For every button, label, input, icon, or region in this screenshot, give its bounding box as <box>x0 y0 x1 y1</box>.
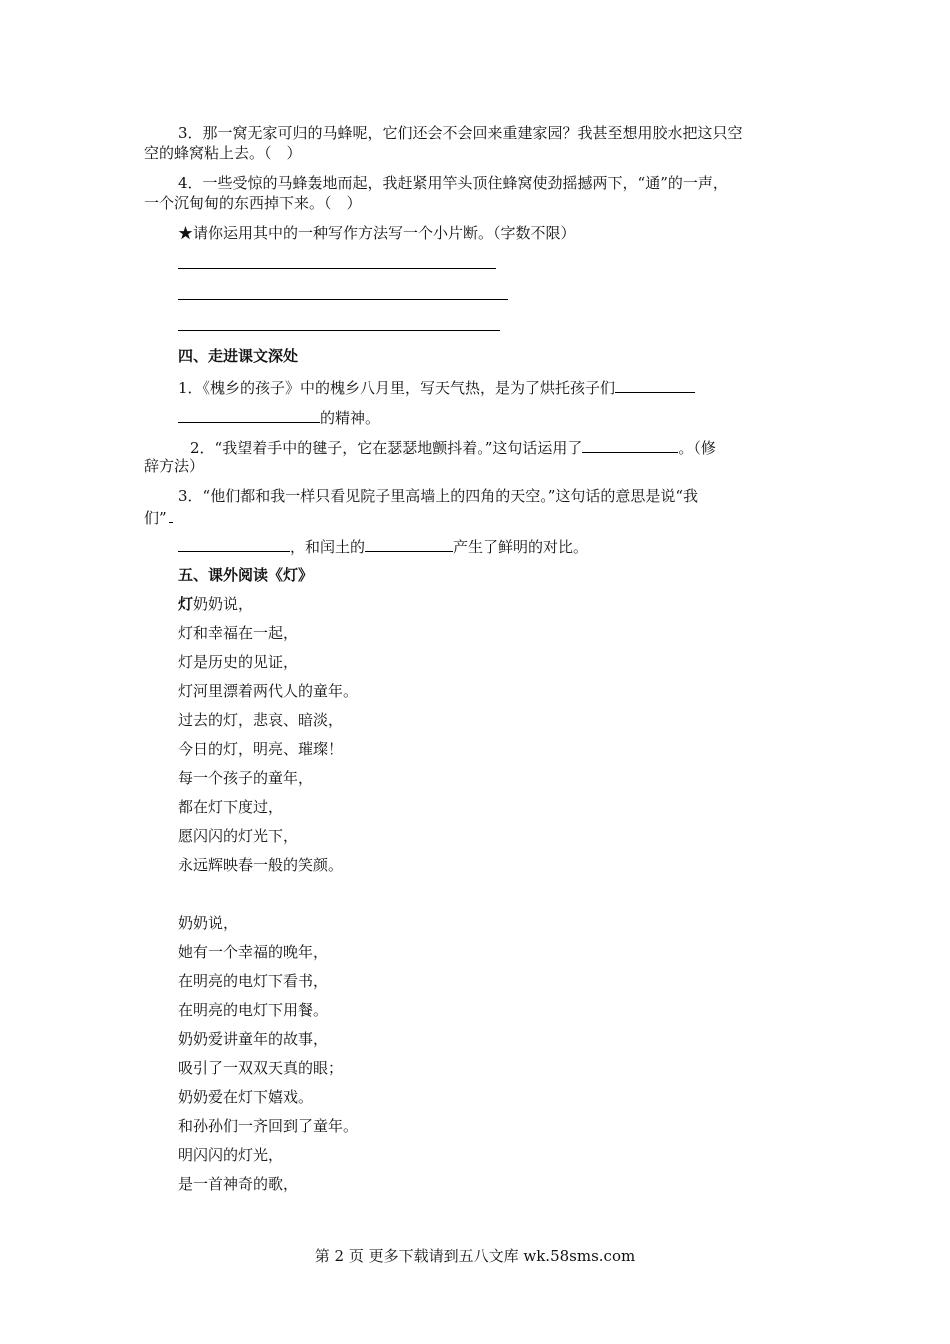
poem-line-1 <box>178 594 253 614</box>
answer-line-2[interactable] <box>178 299 508 300</box>
poem-line-20: 是一首神奇的歌， <box>178 1175 299 1193</box>
poem-line-13: 在明亮的电灯下看书， <box>178 972 329 990</box>
question-3-line1: 3．那一窝无家可归的马蜂呢，它们还会不会回来重建家园？我甚至想用胶水把这只空 <box>178 124 743 142</box>
poem-line-9: 愿闪闪的灯光下， <box>178 827 299 845</box>
answer-line-1[interactable] <box>178 268 496 269</box>
s4-q3-blank-c[interactable] <box>365 535 453 552</box>
poem-line-3: 灯是历史的见证， <box>178 653 299 671</box>
poem-line-8: 都在灯下度过， <box>178 798 284 816</box>
s4-question-3-line2 <box>144 506 173 528</box>
s4-q1-text-end: 的精神。 <box>320 409 381 427</box>
poem-line-1-text: 奶奶说， <box>193 595 254 613</box>
poem-line-16: 吸引了一双双天真的眼； <box>178 1059 344 1077</box>
s4-question-3-line3 <box>178 535 588 557</box>
poem-line-15: 奶奶爱讲童年的故事， <box>178 1030 329 1048</box>
s4-question-3-line1: 3．“他们都和我一样只看见院子里高墙上的四角的天空。”这句话的意思是说“我 <box>178 487 699 505</box>
s4-q3-text-mid: ，和闰土的 <box>290 538 366 556</box>
poem-line-7: 每一个孩子的童年， <box>178 769 314 787</box>
question-4-line1: 4．一些受惊的马蜂轰地而起，我赶紧用竿头顶住蜂窝使劲摇撼两下，“通”的一声， <box>178 174 728 192</box>
s4-q2-text: 2．“我望着手中的毽子，它在瑟瑟地颤抖着。”这句话运用了 <box>190 439 583 457</box>
answer-line-3[interactable] <box>178 330 500 331</box>
s4-q1-text: 1．《槐乡的孩子》中的槐乡八月里，写天气热，是为了烘托孩子们 <box>178 379 616 397</box>
poem-line-17: 奶奶爱在灯下嬉戏。 <box>178 1088 314 1106</box>
s4-q3-blank-b[interactable] <box>178 535 290 552</box>
poem-line-5: 过去的灯，悲哀、暗淡， <box>178 711 344 729</box>
s4-q1-blank-a[interactable] <box>615 376 695 393</box>
s4-question-1 <box>178 376 695 398</box>
question-3-line2: 空的蜂窝粘上去。（ ） <box>144 144 302 162</box>
s4-q2-blank[interactable] <box>582 436 678 453</box>
poem-line-11: 奶奶说， <box>178 914 239 932</box>
page-footer: 第 2 页 更多下载请到五八文库 wk.58sms.com <box>314 1247 636 1265</box>
s4-q3-text-end: 产生了鲜明的对比。 <box>453 538 589 556</box>
writing-task: ★请你运用其中的一种写作方法写一个小片断。（字数不限） <box>178 224 576 242</box>
poem-line-4: 灯河里漂着两代人的童年。 <box>178 682 359 700</box>
s4-q3-blank-a[interactable] <box>169 506 173 523</box>
s4-question-2 <box>190 436 716 458</box>
poem-title-char: 灯 <box>178 595 194 613</box>
poem-line-10: 永远辉映春一般的笑颜。 <box>178 856 344 874</box>
s4-question-1-cont <box>178 406 380 428</box>
s4-question-2-line2: 辞方法） <box>144 457 205 475</box>
s4-q2-text-end: 。（修 <box>678 439 716 457</box>
question-4-line2: 一个沉甸甸的东西掉下来。（ ） <box>144 194 362 212</box>
poem-line-6: 今日的灯，明亮、璀璨！ <box>178 740 344 758</box>
poem-line-12: 她有一个幸福的晚年， <box>178 943 329 961</box>
poem-line-18: 和孙孙们一齐回到了童年。 <box>178 1117 359 1135</box>
section-5-heading: 五、课外阅读《灯》 <box>178 566 314 584</box>
section-4-heading: 四、走进课文深处 <box>178 347 299 365</box>
poem-line-19: 明闪闪的灯光， <box>178 1146 284 1164</box>
s4-q3-text: 们” <box>144 509 167 527</box>
poem-line-2: 灯和幸福在一起， <box>178 624 299 642</box>
s4-q1-blank-b[interactable] <box>178 406 320 423</box>
poem-line-14: 在明亮的电灯下用餐。 <box>178 1001 329 1019</box>
